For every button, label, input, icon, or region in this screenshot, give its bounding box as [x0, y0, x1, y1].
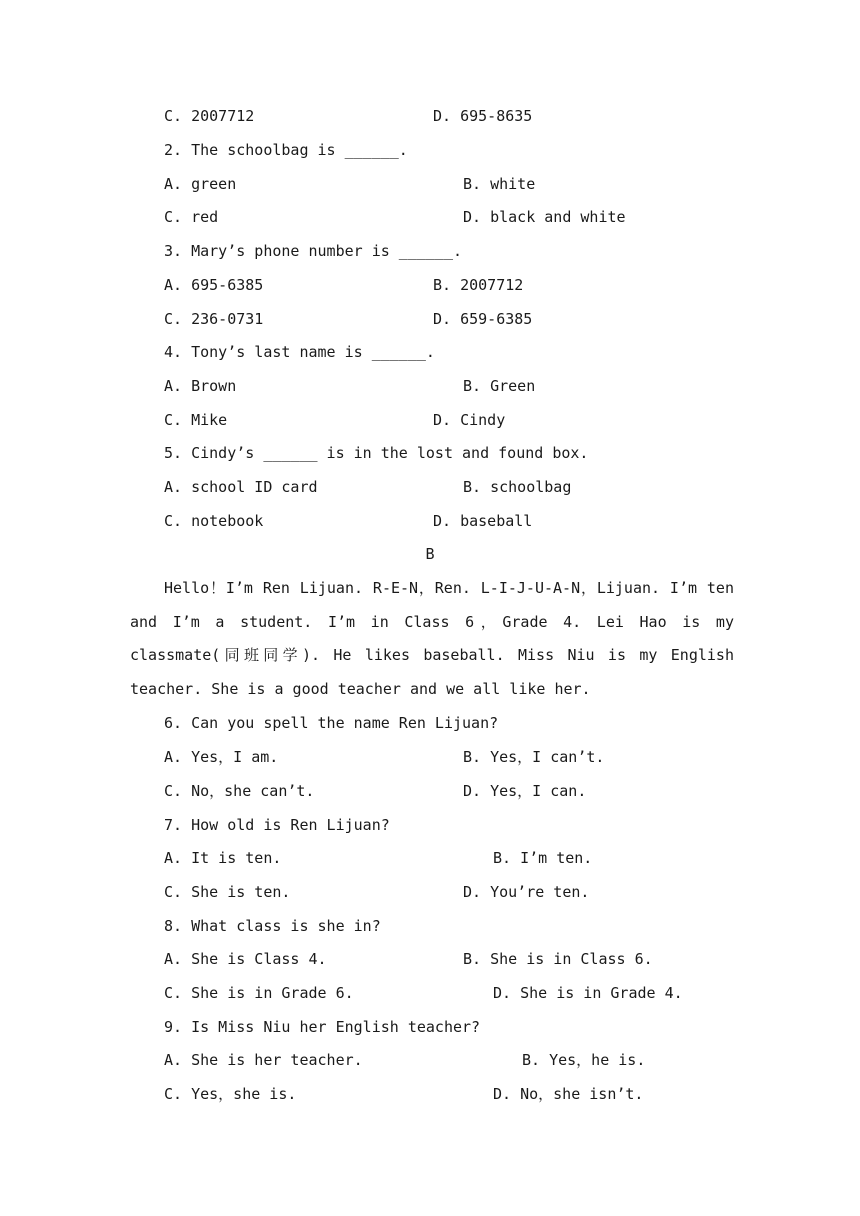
q7-option-c: C. She is ten. — [164, 883, 291, 901]
q5-option-c: C. notebook — [164, 512, 264, 530]
q5-option-b: B. schoolbag — [463, 478, 572, 496]
q9-option-d: D. No，she isn’t. — [493, 1085, 644, 1103]
q9-option-b: B. Yes，he is. — [522, 1051, 646, 1069]
q8-option-a: A. She is Class 4. — [164, 950, 327, 968]
q7-option-a: A. It is ten. — [164, 849, 282, 867]
q4-stem: 4. Tony’s last name is ______. — [164, 343, 435, 361]
q6-stem: 6. Can you spell the name Ren Lijuan? — [164, 714, 499, 732]
q4-option-a: A. Brown — [164, 377, 237, 395]
section-b-heading: B — [425, 545, 435, 563]
q9-stem: 9. Is Miss Niu her English teacher? — [164, 1018, 481, 1036]
q4-option-d: D. Cindy — [433, 411, 506, 429]
q8-option-c: C. She is in Grade 6. — [164, 984, 354, 1002]
q2-stem: 2. The schoolbag is ______. — [164, 141, 408, 159]
q8-option-d: D. She is in Grade 4. — [493, 984, 683, 1002]
q2-option-d: D. black and white — [463, 208, 626, 226]
q8-stem: 8. What class is she in? — [164, 917, 381, 935]
q1-option-d: D. 695-8635 — [433, 107, 533, 125]
q6-option-b: B. Yes，I can’t. — [463, 748, 605, 766]
q3-option-a: A. 695-6385 — [164, 276, 264, 294]
q3-option-d: D. 659-6385 — [433, 310, 533, 328]
q3-option-b: B. 2007712 — [433, 276, 524, 294]
q7-stem: 7. How old is Ren Lijuan? — [164, 816, 390, 834]
q7-option-d: D. You’re ten. — [463, 883, 590, 901]
q6-option-d: D. Yes，I can. — [463, 782, 587, 800]
q3-option-c: C. 236-0731 — [164, 310, 264, 328]
q6-option-a: A. Yes，I am. — [164, 748, 279, 766]
q4-option-b: B. Green — [463, 377, 536, 395]
q2-option-a: A. green — [164, 175, 237, 193]
q2-option-b: B. white — [463, 175, 536, 193]
q9-option-c: C. Yes，she is. — [164, 1085, 297, 1103]
q1-option-c: C. 2007712 — [164, 107, 255, 125]
q5-stem: 5. Cindy’s ______ is in the lost and found box. — [164, 444, 589, 462]
q2-option-c: C. red — [164, 208, 219, 226]
q4-option-c: C. Mike — [164, 411, 228, 429]
q6-option-c: C. No，she can’t. — [164, 782, 315, 800]
q7-option-b: B. I’m ten. — [493, 849, 593, 867]
q9-option-a: A. She is her teacher. — [164, 1051, 363, 1069]
q3-stem: 3. Mary’s phone number is ______. — [164, 242, 463, 260]
q5-option-d: D. baseball — [433, 512, 533, 530]
q5-option-a: A. school ID card — [164, 478, 318, 496]
reading-passage: Hello！I’m Ren Lijuan. R-E-N，Ren. L-I-J-U-A-N，Lijuan. I’m ten and I’m a student. I’m in Class 6，Grade 4. Lei Hao is my classmate(同班同学). He likes baseball. Miss Niu is my English teacher. She is a good teacher and we all like her. — [130, 579, 734, 699]
q8-option-b: B. She is in Class 6. — [463, 950, 653, 968]
